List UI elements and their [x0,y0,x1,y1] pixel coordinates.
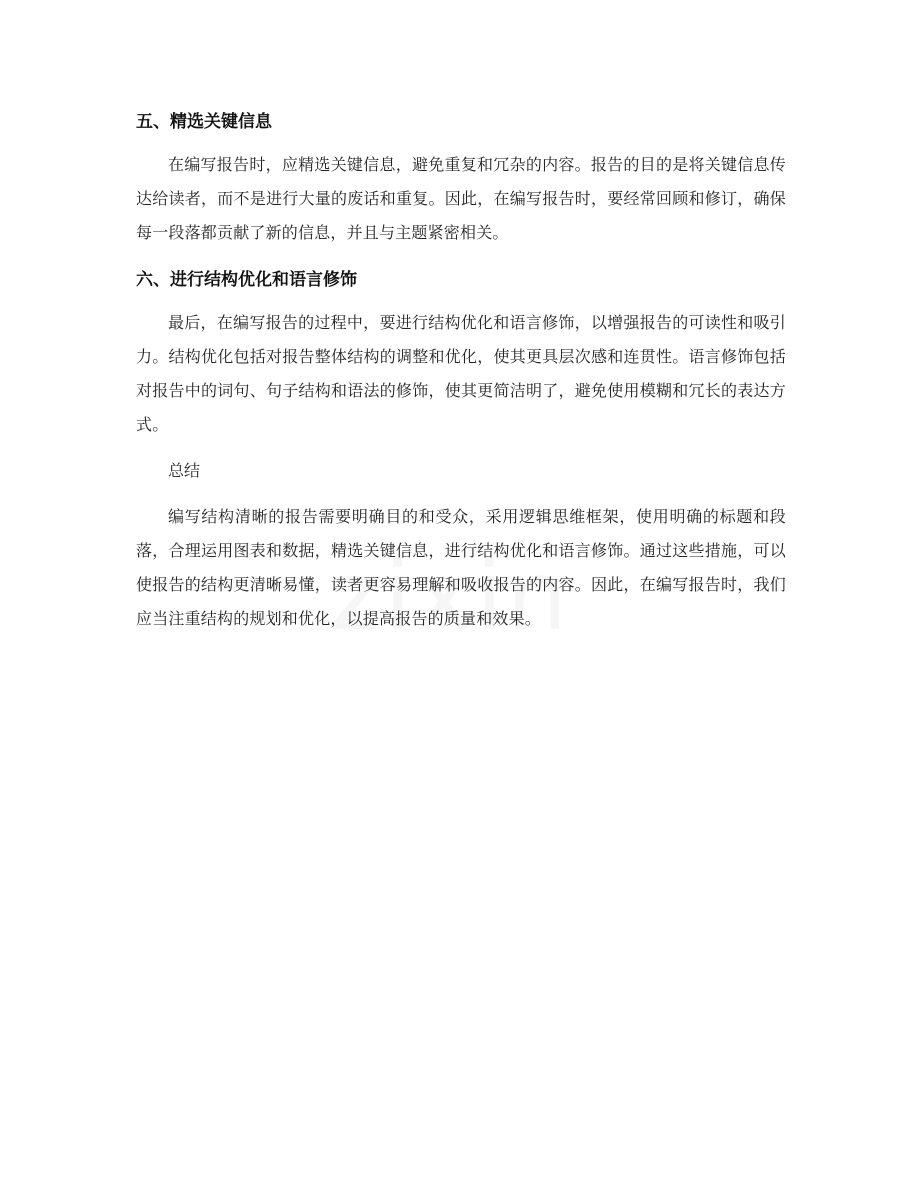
section-heading-five: 五、精选关键信息 [136,112,272,132]
summary-title: 总结 [168,461,201,480]
section-heading-six: 六、进行结构优化和语言修饰 [136,270,357,290]
section-paragraph-five: 在编写报告时，应精选关键信息，避免重复和冗杂的内容。报告的目的是将关键信息传达给读者，而不是进行大量的废话和重复。因此，在编写报告时，要经常回顾和修订，确保每一段落都贡献了新的信息，并且与主题紧密相关。 [136,155,786,242]
section-paragraph-six: 最后，在编写报告的过程中，要进行结构优化和语言修饰，以增强报告的可读性和吸引力。结构优化包括对报告整体结构的调整和优化，使其更具层次感和连贯性。语言修饰包括对报告中的词句、句子结构和语法的修饰，使其更简洁明了，避免使用模糊和冗长的表达方式。 [136,313,786,434]
document-body [136,104,786,648]
summary-paragraph: 编写结构清晰的报告需要明确目的和受众，采用逻辑思维框架，使用明确的标题和段落，合理运用图表和数据，精选关键信息，进行结构优化和语言修饰。通过这些措施，可以使报告的结构更清晰易懂，读者更容易理解和吸收报告的内容。因此，在编写报告时，我们应当注重结构的规划和优化，以提高报告的质量和效果。 [136,507,786,628]
